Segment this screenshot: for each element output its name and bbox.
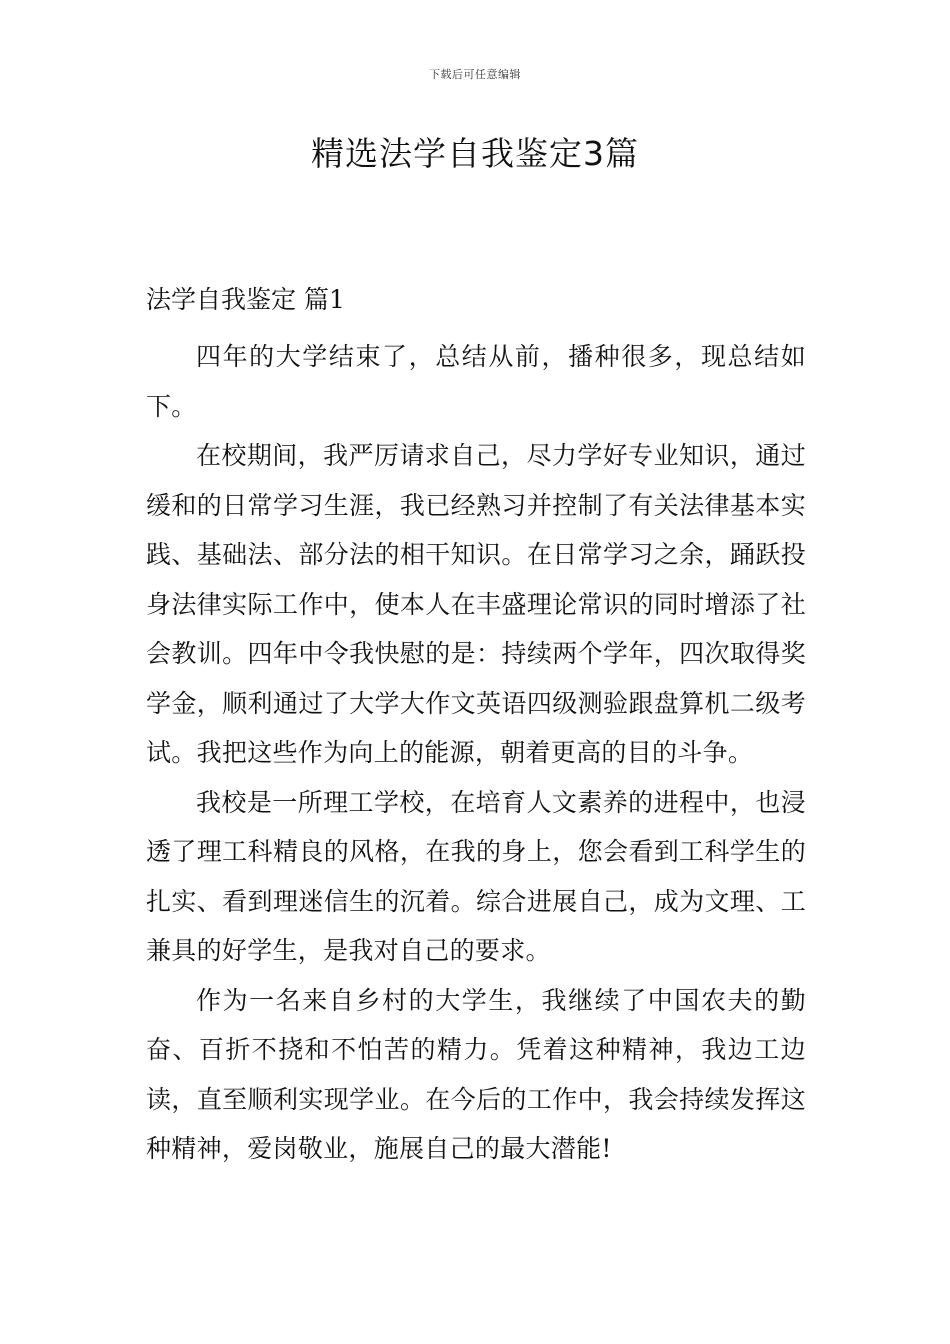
section-heading: 法学自我鉴定 篇1 [146,285,345,314]
header-note: 下载后可任意编辑 [429,68,521,81]
document-title: 精选法学自我鉴定3篇 [311,134,639,173]
document-body [146,282,806,1174]
paragraph-2: 在校期间，我严厉请求自己，尽力学好专业知识，通过缓和的日常学习生涯，我已经熟习并控制了有关法律基本实践、基础法、部分法的相干知识。在日常学习之余，踊跃投身法律实际工作中，使本人在丰盛理论常识的同时增添了社会教训。四年中令我快慰的是：持续两个学年，四次取得奖学金，顺利通过了大学大作文英语四级测验跟盘算机二级考试。我把这些作为向上的能源，朝着更高的目的斗争。 [146,441,806,767]
paragraph-4: 作为一名来自乡村的大学生，我继续了中国农夫的勤奋、百折不挠和不怕苦的精力。凭着这种精神，我边工边读，直至顺利实现学业。在今后的工作中，我会持续发挥这种精神，爱岗敬业，施展自己的最大潜能! [146,985,806,1163]
paragraph-3: 我校是一所理工学校，在培育人文素养的进程中，也浸透了理工科精良的风格，在我的身上，您会看到工科学生的扎实、看到理迷信生的沉着。综合进展自己，成为文理、工兼具的好学生，是我对自己的要求。 [146,787,806,965]
paragraph-1: 四年的大学结束了，总结从前，播种很多，现总结如下。 [146,342,806,421]
